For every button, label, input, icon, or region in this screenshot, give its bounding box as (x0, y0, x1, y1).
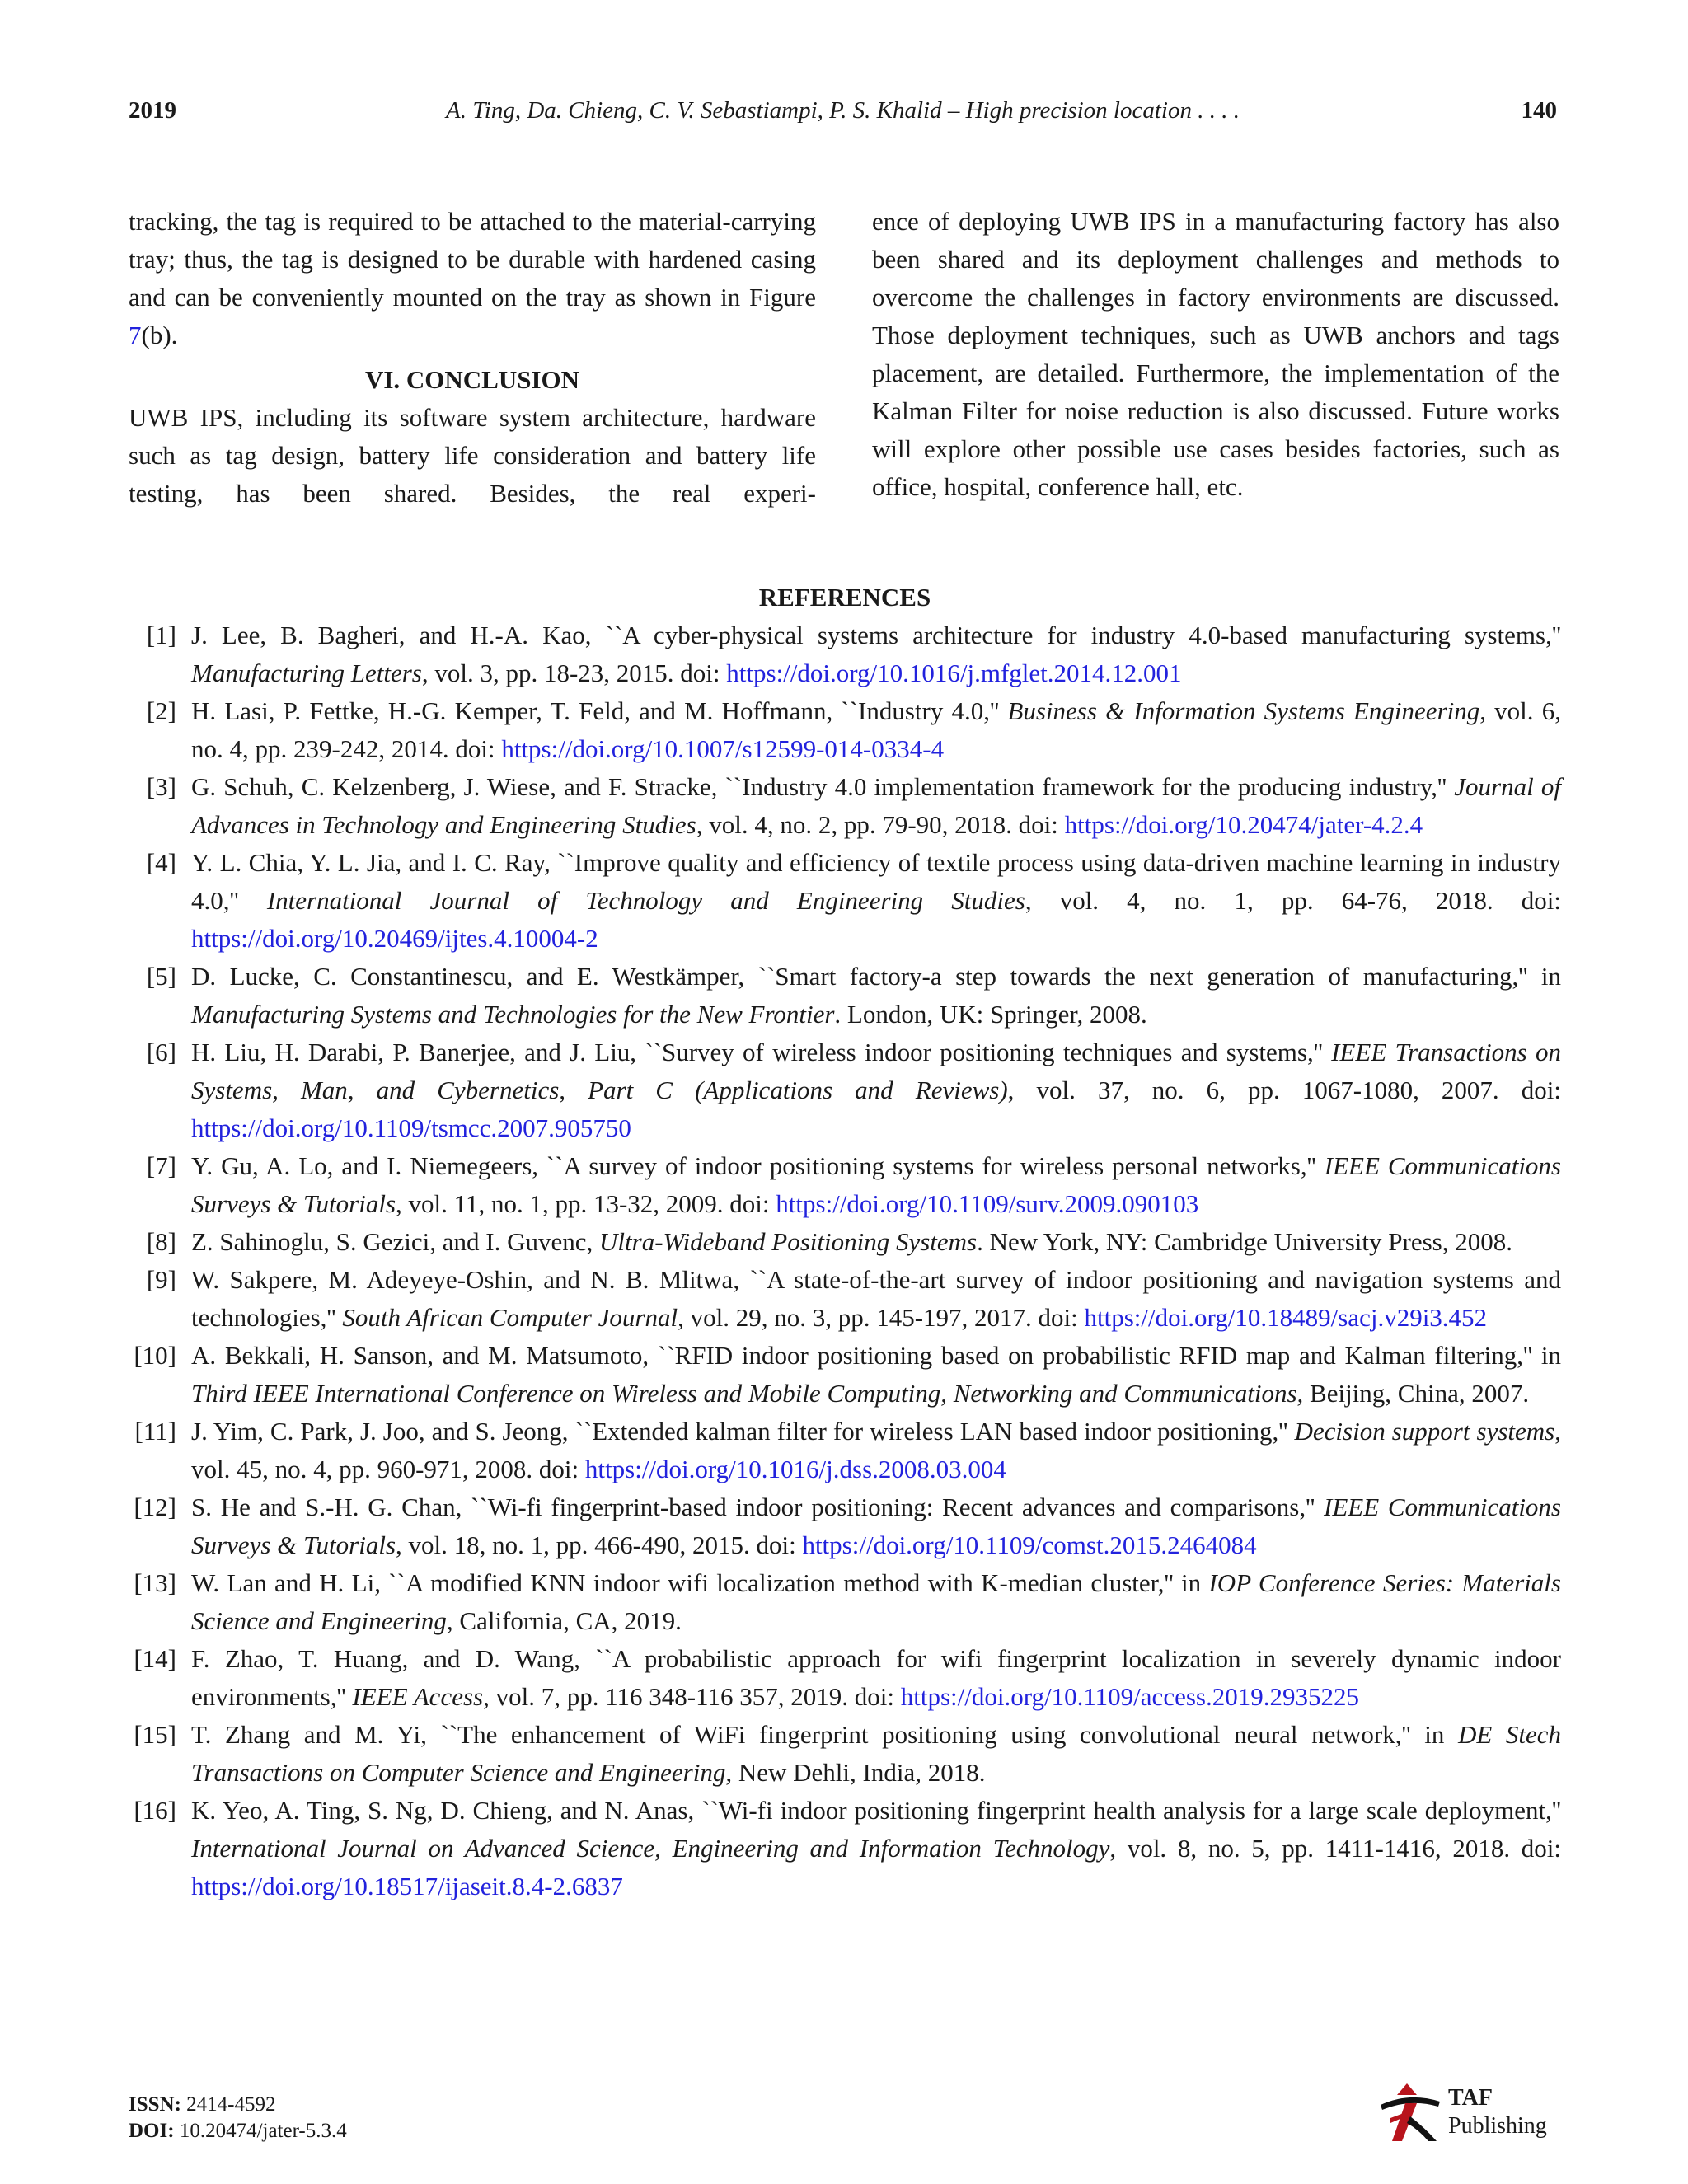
figure-link[interactable]: 7 (129, 321, 142, 349)
reference-entry (129, 1223, 1561, 1261)
header-year: 2019 (129, 97, 176, 124)
reference-authors-title: F. Zhao, T. Huang, and D. Wang, ``A probabilistic approach for wifi fingerprint localization in severely dynamic indoor environments,'' (191, 1644, 1561, 1711)
reference-list (129, 616, 1561, 1905)
reference-publication: IEEE Communications Surveys & Tutorials (191, 1151, 1561, 1218)
reference-doi-link[interactable]: https://doi.org/10.20474/jater-4.2.4 (1064, 810, 1423, 839)
reference-doi-link[interactable]: https://doi.org/10.1016/j.dss.2008.03.004 (584, 1455, 1006, 1483)
reference-details: California, CA, 2019. (452, 1606, 682, 1635)
reference-number: [10] (134, 1341, 176, 1370)
reference-entry (129, 1792, 1561, 1905)
references-heading: REFERENCES (758, 583, 931, 612)
reference-authors-title: W. Sakpere, M. Adeyeye-Oshin, and N. B. Mlitwa, ``A state-of-the-art survey of indoor positioning and navigation systems and technologies,'' (191, 1265, 1561, 1332)
reference-number: [6] (146, 1038, 176, 1066)
reference-entry (129, 1261, 1561, 1337)
body-paragraph: UWB IPS, including its software system architecture, hardware such as tag design, battery life consideration and battery life testing, has been shared. Besides, the real experi- (129, 403, 816, 508)
references-section (129, 579, 1561, 1905)
body-paragraph: tracking, the tag is required to be attached to the material-carrying tray; thus, the tag is designed to be durable with hardened casing and can be conveniently mounted on the tray as shown in Figure 7(b). (129, 207, 816, 349)
reference-publication: Decision support systems (1294, 1417, 1555, 1446)
reference-publication: IOP Conference Series: Materials Science and Engineering, (191, 1568, 1561, 1635)
reference-doi-link[interactable]: https://doi.org/10.1109/comst.2015.2464084 (802, 1530, 1257, 1559)
section-heading-conclusion: VI. CONCLUSION (364, 365, 580, 394)
reference-details: . New York, NY: Cambridge University Press, 2008. (977, 1227, 1512, 1256)
reference-entry (129, 1488, 1561, 1564)
reference-publication: Journal of Advances in Technology and Engineering Studies (191, 772, 1561, 839)
reference-doi-link[interactable]: https://doi.org/10.1109/surv.2009.090103 (776, 1189, 1199, 1218)
reference-doi-link[interactable]: https://doi.org/10.1109/access.2019.2935225 (900, 1682, 1359, 1711)
reference-entry (129, 1716, 1561, 1792)
reference-details: . London, UK: Springer, 2008. (834, 1000, 1147, 1029)
reference-authors-title: Y. Gu, A. Lo, and I. Niemegeers, ``A survey of indoor positioning systems for wireless personal networks,'' (191, 1151, 1325, 1180)
reference-doi-link[interactable]: https://doi.org/10.18489/sacj.v29i3.452 (1084, 1303, 1488, 1332)
reference-entry (129, 1033, 1561, 1147)
reference-number: [3] (146, 772, 176, 801)
reference-publication: IEEE Transactions on Systems, Man, and Cybernetics, Part C (Applications and Reviews) (191, 1038, 1561, 1104)
header-page-number: 140 (1521, 97, 1557, 124)
reference-entry (129, 844, 1561, 958)
left-column (129, 203, 816, 513)
reference-number: [12] (134, 1493, 176, 1521)
reference-details: , vol. 4, no. 1, pp. 64-76, 2018. doi: (1025, 886, 1561, 915)
reference-publication: Ultra-Wideband Positioning Systems (599, 1227, 978, 1256)
reference-entry (129, 768, 1561, 844)
reference-doi-link[interactable]: https://doi.org/10.1016/j.mfglet.2014.12.001 (726, 658, 1182, 687)
doi-value: 10.20474/jater-5.3.4 (179, 2120, 347, 2142)
reference-authors-title: H. Liu, H. Darabi, P. Banerjee, and J. Liu, ``Survey of wireless indoor positioning techniques and systems,'' (191, 1038, 1332, 1066)
issn-line: ISSN: 2414-4592 (129, 2093, 276, 2116)
reference-entry (129, 1413, 1561, 1488)
reference-number: [8] (146, 1227, 176, 1256)
doi-line: DOI: 10.20474/jater-5.3.4 (129, 2120, 347, 2142)
right-column (872, 203, 1559, 506)
taf-publishing-logo (1372, 2080, 1562, 2146)
reference-authors-title: H. Lasi, P. Fettke, H.-G. Kemper, T. Feld, and M. Hoffmann, ``Industry 4.0,'' (191, 696, 1008, 725)
reference-number: [16] (134, 1796, 176, 1825)
header-running-title: A. Ting, Da. Chieng, C. V. Sebastiampi, P. S. Khalid – High precision location . . . . (446, 97, 1240, 124)
logo-text-publishing: Publishing (1448, 2113, 1547, 2139)
reference-number: [9] (146, 1265, 176, 1294)
reference-details: Beijing, China, 2007. (1303, 1379, 1530, 1408)
reference-number: [1] (146, 621, 176, 649)
logo-text-taf: TAF (1448, 2085, 1493, 2111)
reference-publication: International Journal of Technology and Engineering Studies (266, 886, 1025, 915)
reference-details: , vol. 6, no. 4, pp. 239-242, 2014. doi: (191, 696, 1561, 763)
reference-authors-title: J. Lee, B. Bagheri, and H.-A. Kao, ``A cyber-physical systems architecture for industry 4.0-based manufacturing systems,'' (191, 621, 1561, 649)
reference-entry (129, 1337, 1561, 1413)
reference-authors-title: T. Zhang and M. Yi, ``The enhancement of WiFi fingerprint positioning using convolutional neural network,'' in (191, 1720, 1458, 1749)
reference-doi-link[interactable]: https://doi.org/10.20469/ijtes.4.10004-2 (191, 924, 598, 953)
reference-number: [11] (134, 1417, 176, 1446)
reference-publication: Third IEEE International Conference on Wireless and Mobile Computing, Networking and Communications, (191, 1379, 1304, 1408)
reference-entry (129, 1564, 1561, 1640)
reference-details: New Dehli, India, 2018. (732, 1758, 986, 1787)
issn-value: 2414-4592 (186, 2093, 276, 2116)
reference-authors-title: S. He and S.-H. G. Chan, ``Wi-fi fingerprint-based indoor positioning: Recent advances and comparisons,'' (191, 1493, 1325, 1521)
reference-authors-title: A. Bekkali, H. Sanson, and M. Matsumoto, ``RFID indoor positioning based on probabilistic RFID map and Kalman filtering,'' in (191, 1341, 1561, 1370)
reference-details: , vol. 8, no. 5, pp. 1411-1416, 2018. doi: (1109, 1834, 1561, 1863)
reference-number: [13] (134, 1568, 176, 1597)
reference-number: [14] (134, 1644, 176, 1673)
reference-authors-title: Z. Sahinoglu, S. Gezici, and I. Guvenc, (191, 1227, 600, 1256)
reference-details: , vol. 7, pp. 116 348-116 357, 2019. doi: (483, 1682, 901, 1711)
reference-number: [7] (146, 1151, 176, 1180)
reference-details: , vol. 11, no. 1, pp. 13-32, 2009. doi: (396, 1189, 776, 1218)
reference-number: [4] (146, 848, 176, 877)
reference-number: [15] (134, 1720, 176, 1749)
reference-authors-title: Y. L. Chia, Y. L. Jia, and I. C. Ray, ``Improve quality and efficiency of textile process using data-driven machine learning in industry 4.0,'' (191, 848, 1561, 915)
body-paragraph: ence of deploying UWB IPS in a manufacturing factory has also been shared and its deployment challenges and methods to overcome the challenges in factory environments are discussed. Those deployment techniques, such as UWB anchors and tags placement, are detailed. Furthermore, the implementation of the Kalman Filter for noise reduction is also discussed. Future works will explore other possible use cases besides factories, such as office, hospital, conference hall, etc. (872, 207, 1559, 501)
reference-entry (129, 958, 1561, 1033)
reference-number: [2] (146, 696, 176, 725)
reference-details: , vol. 18, no. 1, pp. 466-490, 2015. doi: (396, 1530, 803, 1559)
reference-publication: Manufacturing Letters (191, 658, 422, 687)
reference-details: , vol. 3, pp. 18-23, 2015. doi: (421, 658, 727, 687)
reference-entry (129, 692, 1561, 768)
reference-authors-title: W. Lan and H. Li, ``A modified KNN indoor wifi localization method with K-median cluster,'' in (191, 1568, 1209, 1597)
reference-authors-title: J. Yim, C. Park, J. Joo, and S. Jeong, ``Extended kalman filter for wireless LAN based indoor positioning,'' (191, 1417, 1295, 1446)
reference-publication: International Journal on Advanced Science, Engineering and Information Technology (191, 1834, 1110, 1863)
reference-entry (129, 616, 1561, 692)
reference-details: , vol. 29, no. 3, pp. 145-197, 2017. doi: (678, 1303, 1085, 1332)
reference-publication: Business & Information Systems Engineering (1007, 696, 1480, 725)
reference-publication: Manufacturing Systems and Technologies for the New Frontier (191, 1000, 835, 1029)
reference-entry (129, 1147, 1561, 1223)
reference-publication: IEEE Access (352, 1682, 484, 1711)
reference-entry (129, 1640, 1561, 1716)
reference-number: [5] (146, 962, 176, 991)
running-header (129, 97, 1557, 134)
reference-publication: IEEE Communications Surveys & Tutorials (191, 1493, 1561, 1559)
footer (129, 2092, 347, 2144)
reference-publication: DE Stech Transactions on Computer Science and Engineering, (191, 1720, 1561, 1787)
reference-doi-link[interactable]: https://doi.org/10.1007/s12599-014-0334-4 (501, 734, 945, 763)
reference-details: , vol. 37, no. 6, pp. 1067-1080, 2007. doi: (1007, 1076, 1561, 1104)
reference-doi-link[interactable]: https://doi.org/10.18517/ijaseit.8.4-2.6837 (191, 1872, 623, 1900)
reference-publication: South African Computer Journal (342, 1303, 678, 1332)
reference-authors-title: G. Schuh, C. Kelzenberg, J. Wiese, and F. Stracke, ``Industry 4.0 implementation framework for the producing industry,'' (191, 772, 1455, 801)
reference-doi-link[interactable]: https://doi.org/10.1109/tsmcc.2007.905750 (191, 1113, 631, 1142)
reference-details: , vol. 4, no. 2, pp. 79-90, 2018. doi: (696, 810, 1065, 839)
reference-authors-title: D. Lucke, C. Constantinescu, and E. Westkämper, ``Smart factory-a step towards the next generation of manufacturing,'' in (191, 962, 1561, 991)
reference-authors-title: K. Yeo, A. Ting, S. Ng, D. Chieng, and N. Anas, ``Wi-fi indoor positioning fingerprint health analysis for a large scale deployment,'' (191, 1796, 1561, 1825)
taf-logo-icon (1372, 2080, 1447, 2146)
reference-details: , vol. 45, no. 4, pp. 960-971, 2008. doi: (191, 1417, 1561, 1483)
